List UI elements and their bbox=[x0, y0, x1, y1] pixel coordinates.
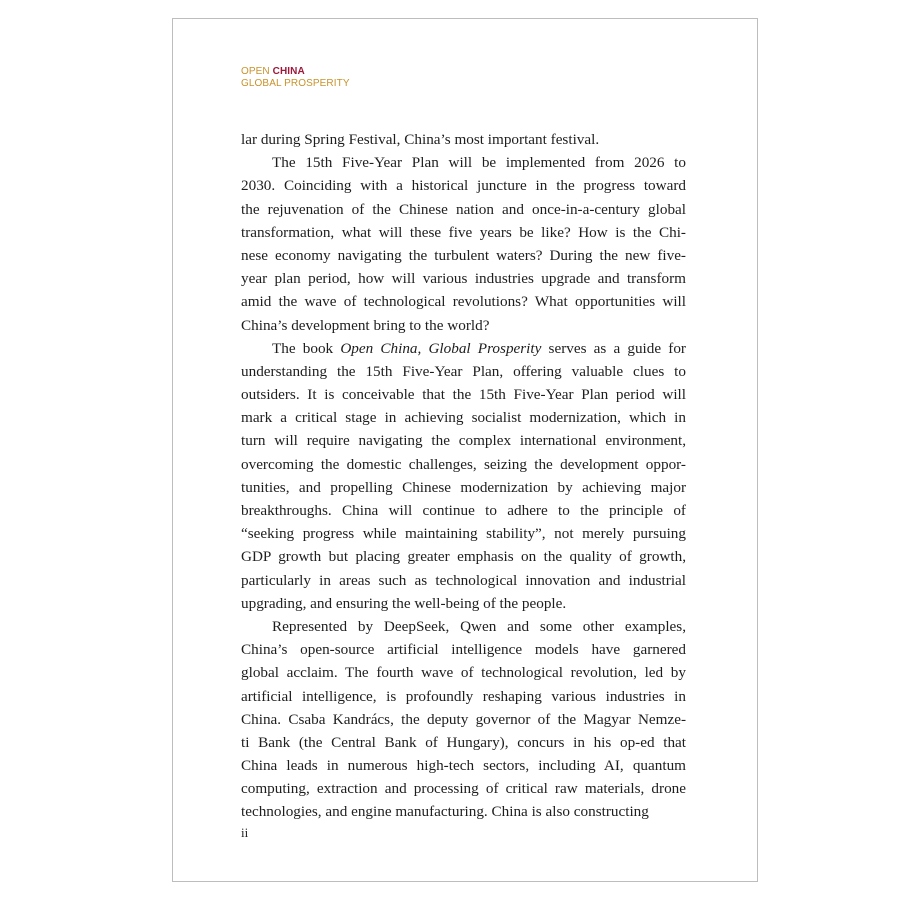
text-line: nese economy navigating the turbulent waters? During the new five- bbox=[241, 246, 686, 264]
text-line: tunities, and propelling Chinese modernization by achieving major bbox=[241, 478, 686, 496]
text-line: year plan period, how will various industries upgrade and transform bbox=[241, 270, 686, 288]
text-line: breakthroughs. China will continue to adhere to the principle of bbox=[241, 502, 686, 519]
text-line: understanding the 15th Five-Year Plan, offering valuable clues to bbox=[241, 362, 686, 380]
page-number: ii bbox=[241, 825, 249, 840]
text-line: The 15th Five-Year Plan will be implemented from 2026 to bbox=[272, 154, 686, 172]
text-line: China leads in numerous high-tech sectors, including AI, quantum bbox=[241, 757, 686, 775]
paragraph bbox=[241, 151, 686, 337]
text-line: The book Open China, Global Prosperity serves as a guide for bbox=[272, 339, 686, 357]
text-line: China’s open-source artificial intelligence models have garnered bbox=[241, 641, 686, 659]
text-line: turn will require navigating the complex international environment, bbox=[241, 432, 686, 450]
text-line: computing, extraction and processing of critical raw materials, drone bbox=[241, 780, 686, 798]
text-line: outsiders. It is conceivable that the 15th Five-Year Plan period will bbox=[241, 386, 686, 404]
running-head-line-1 bbox=[241, 66, 350, 78]
text-line: ti Bank (the Central Bank of Hungary), concurs in his op-ed that bbox=[241, 733, 686, 751]
text-line: particularly in areas such as technological innovation and industrial bbox=[241, 571, 686, 589]
text-line: “seeking progress while maintaining stability”, not merely pursuing bbox=[241, 525, 686, 543]
running-head-global-prosperity: GLOBAL PROSPERITY bbox=[241, 78, 350, 89]
text-line: mark a critical stage in achieving socialist modernization, which in bbox=[241, 409, 686, 427]
text-line: amid the wave of technological revolutions? What opportunities will bbox=[241, 293, 686, 311]
text-line: lar during Spring Festival, China’s most important festival. bbox=[241, 131, 600, 148]
text-line: transformation, what will these five years be like? How is the Chi- bbox=[241, 223, 686, 241]
text-line: the rejuvenation of the Chinese nation and once-in-a-century global bbox=[241, 200, 686, 218]
text-line: global acclaim. The fourth wave of technological revolution, led by bbox=[241, 664, 686, 682]
text-line: overcoming the domestic challenges, seizing the development oppor- bbox=[241, 455, 686, 473]
running-head bbox=[241, 66, 350, 90]
text-line: China’s development bring to the world? bbox=[241, 316, 490, 334]
body-text bbox=[241, 128, 686, 824]
running-head-china: CHINA bbox=[272, 66, 305, 77]
text-line: GDP growth but placing greater emphasis on the quality of growth, bbox=[241, 548, 686, 566]
paragraph bbox=[241, 615, 686, 824]
text-line: artificial intelligence, is profoundly reshaping various industries in bbox=[241, 687, 686, 705]
text-line: Represented by DeepSeek, Qwen and some other examples, bbox=[272, 617, 686, 635]
paragraph bbox=[241, 128, 686, 151]
text-line: 2030. Coinciding with a historical juncture in the progress toward bbox=[241, 177, 686, 195]
book-page bbox=[172, 18, 758, 882]
paragraph bbox=[241, 337, 686, 615]
text-line: upgrading, and ensuring the well-being of the people. bbox=[241, 594, 567, 612]
text-line: technologies, and engine manufacturing. China is also constructing bbox=[241, 803, 649, 821]
text-line: China. Csaba Kandrács, the deputy governor of the Magyar Nemze- bbox=[241, 710, 686, 728]
running-head-open: OPEN bbox=[241, 66, 273, 77]
book-title: Open China, Global Prosperity bbox=[340, 339, 542, 357]
